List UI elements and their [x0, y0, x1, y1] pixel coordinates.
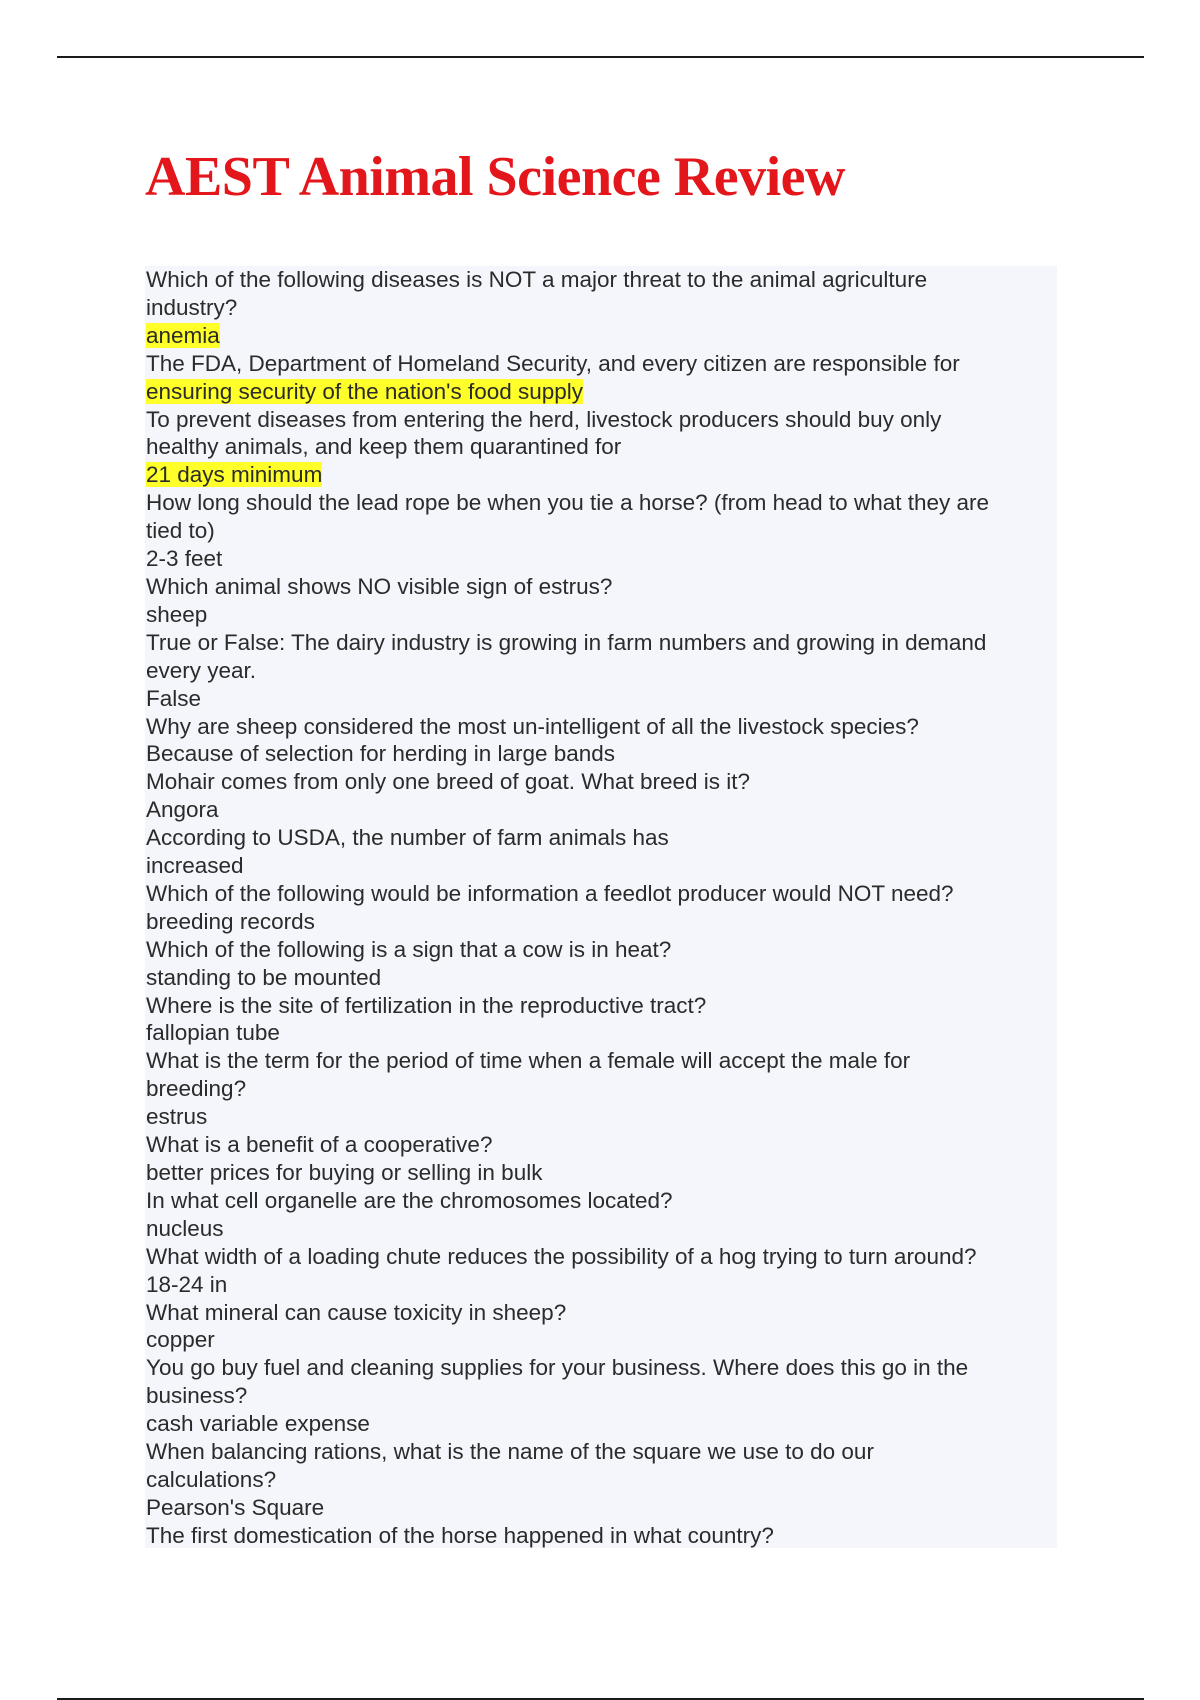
question-line: What is the term for the period of time when a female will accept the male for [146, 1048, 911, 1074]
question-line: business? [146, 1383, 248, 1409]
answer-line [146, 1019, 1056, 1047]
question-line: The first domestication of the horse happened in what country? [146, 1522, 774, 1548]
answer-line [146, 322, 1056, 350]
question-line: Which animal shows NO visible sign of estrus? [146, 573, 613, 599]
answer-text: cash variable expense [146, 1411, 370, 1437]
answer-line [146, 1215, 1056, 1243]
answer-line [146, 545, 1056, 573]
question-line: Mohair comes from only one breed of goat. What breed is it? [146, 769, 751, 795]
answer-text: False [146, 685, 202, 711]
top-rule [57, 56, 1144, 58]
answer-text: better prices for buying or selling in bulk [146, 1160, 543, 1185]
question-line: Why are sheep considered the most un-intelligent of all the livestock species? [146, 713, 919, 739]
answer-text: Pearson's Square [146, 1494, 325, 1520]
question-line: tied to) [146, 518, 215, 544]
answer-line [146, 1410, 1056, 1438]
answer-text: nucleus [146, 1215, 224, 1241]
highlighted-answer: 21 days minimum [146, 462, 323, 488]
question-line: In what cell organelle are the chromosomes located? [146, 1187, 673, 1213]
question-line: You go buy fuel and cleaning supplies for your business. Where does this go in the [146, 1355, 969, 1381]
answer-line [146, 1494, 1056, 1522]
answer-line [146, 740, 1056, 768]
answer-text: estrus [146, 1104, 208, 1130]
question-line: The FDA, Department of Homeland Security, and every citizen are responsible for [146, 350, 960, 376]
question-line: healthy animals, and keep them quarantined for [146, 434, 622, 460]
answer-text: copper [146, 1327, 215, 1353]
answer-line [146, 964, 1056, 992]
page-title: AEST Animal Science Review [145, 146, 845, 208]
answer-line [146, 852, 1056, 880]
answer-text: increased [146, 853, 244, 879]
answer-line [146, 796, 1056, 824]
question-line: industry? [146, 294, 238, 320]
answer-text: Angora [146, 797, 219, 823]
answer-text: Because of selection for herding in large bands [146, 741, 616, 767]
question-line: Where is the site of fertilization in the reproductive tract? [146, 992, 707, 1018]
question-line: breeding? [146, 1076, 247, 1102]
answer-line [146, 378, 1056, 406]
question-line: According to USDA, the number of farm animals has [146, 825, 669, 851]
answer-text: 2-3 feet [146, 546, 223, 572]
question-line: True or False: The dairy industry is growing in farm numbers and growing in demand [146, 629, 987, 655]
question-line: To prevent diseases from entering the herd, livestock producers should buy only [146, 406, 942, 432]
highlighted-answer: ensuring security of the nation's food supply [146, 378, 584, 404]
answer-line [146, 1159, 1056, 1187]
question-line: What width of a loading chute reduces the possibility of a hog trying to turn around? [146, 1243, 977, 1269]
question-line: Which of the following would be information a feedlot producer would NOT need? [146, 880, 954, 906]
question-line: When balancing rations, what is the name of the square we use to do our [146, 1439, 874, 1465]
answer-line [146, 908, 1056, 936]
answer-text: fallopian tube [146, 1020, 280, 1046]
highlighted-answer: anemia [146, 322, 220, 348]
question-line: calculations? [146, 1466, 277, 1492]
question-line: every year. [146, 657, 257, 683]
answer-line [146, 601, 1056, 629]
answer-line [146, 1326, 1056, 1354]
answer-text: breeding records [146, 908, 315, 934]
answer-line [146, 1103, 1056, 1131]
qa-list [146, 266, 1056, 1550]
answer-text: sheep [146, 601, 208, 627]
question-line: What mineral can cause toxicity in sheep? [146, 1299, 567, 1325]
question-line: Which of the following is a sign that a cow is in heat? [146, 936, 672, 962]
answer-line [146, 685, 1056, 713]
answer-text: 18-24 in [146, 1271, 228, 1297]
answer-text: standing to be mounted [146, 964, 382, 990]
question-line: How long should the lead rope be when you tie a horse? (from head to what they are [146, 490, 990, 516]
answer-line [146, 1271, 1056, 1299]
answer-line [146, 461, 1056, 489]
question-line: What is a benefit of a cooperative? [146, 1132, 493, 1158]
question-line: Which of the following diseases is NOT a major threat to the animal agriculture [146, 267, 928, 292]
